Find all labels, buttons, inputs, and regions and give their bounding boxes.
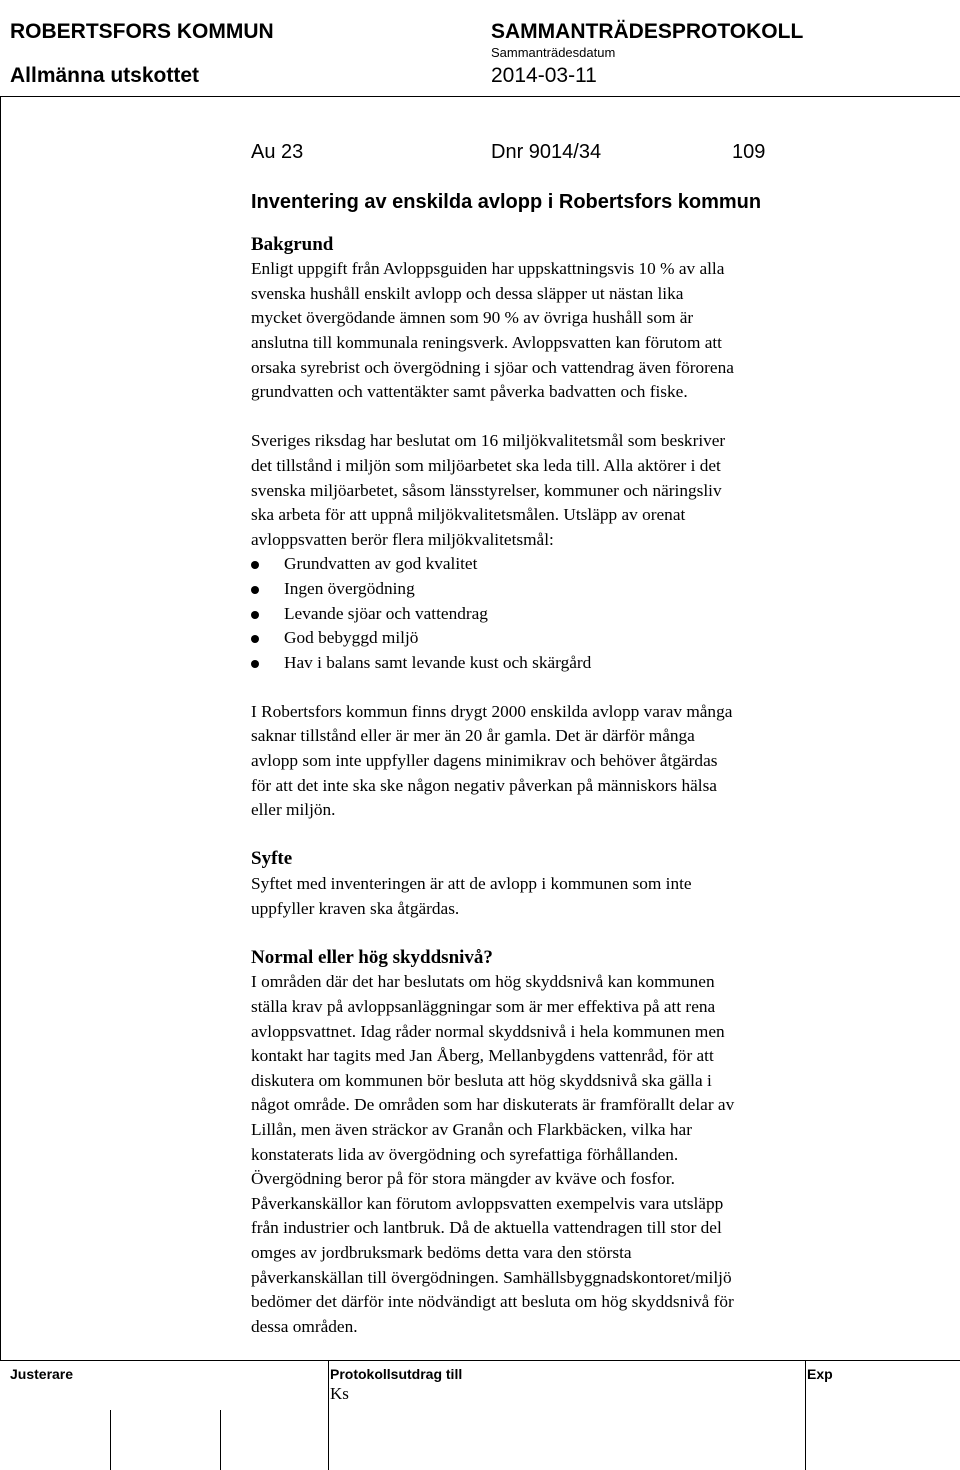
justerare-label: Justerare bbox=[10, 1366, 74, 1382]
text-line: Påverkanskällor kan förutom avloppsvatten exempelvis vara utsläpp bbox=[251, 1193, 724, 1213]
footer-divider bbox=[0, 1360, 960, 1361]
text-line: saknar tillstånd eller är mer än 20 år gamla. Det är därför många bbox=[251, 726, 695, 746]
text-line: ställa krav på avloppsanläggningar som är mer effektiva på att rena bbox=[251, 997, 716, 1016]
case-line bbox=[251, 140, 871, 168]
paragraph-bakgrund-1 bbox=[251, 257, 871, 405]
text-line: svenska miljöarbetet, såsom länsstyrelser, kommuner och näringsliv bbox=[251, 480, 722, 500]
paragraph-bakgrund-2 bbox=[251, 429, 871, 552]
text-line: från industrier och lantbruk. Då de aktuella vattendragen till stor del bbox=[251, 1218, 722, 1238]
text-line: mycket övergödande ämnen som 90 % av övriga hushåll som är bbox=[251, 308, 694, 328]
text-line: uppfyller kraven ska åtgärdas. bbox=[251, 898, 460, 918]
list-item: Grundvatten av god kvalitet bbox=[251, 552, 871, 577]
au-number: Au 23 bbox=[251, 141, 304, 163]
text-line: Övergödning beror på för stora mängder av kväve och fosfor. bbox=[251, 1169, 675, 1189]
text-line: kontakt har tagits med Jan Åberg, Mellanbygdens vattenråd, för att bbox=[251, 1046, 714, 1066]
text-line: I Robertsfors kommun finns drygt 2000 enskilda avlopp varav många bbox=[251, 701, 733, 721]
text-line: Lillån, men även sträckor av Granån och Flarkbäcken, vilka har bbox=[251, 1119, 692, 1139]
document-body bbox=[251, 140, 871, 1339]
case-title: Inventering av enskilda avlopp i Robertsfors kommun bbox=[251, 191, 762, 213]
text-line: påverkanskällan till övergödningen. Samhällsbyggnadskontoret/miljö bbox=[251, 1267, 732, 1287]
bullet-icon bbox=[251, 611, 259, 619]
paragraph-syfte bbox=[251, 872, 871, 921]
bullet-icon bbox=[251, 561, 259, 569]
doc-type: SAMMANTRÄDESPROTOKOLL bbox=[491, 20, 804, 43]
footer-column-divider bbox=[328, 1360, 329, 1470]
paragraph-bakgrund-3 bbox=[251, 700, 871, 823]
text-line: svenska hushåll enskilt avlopp och dessa släpper ut nästan lika bbox=[251, 283, 684, 303]
signature-box-divider bbox=[220, 1410, 221, 1470]
text-line: det tillstånd i miljön som miljöarbetet ska leda till. Alla aktörer i det bbox=[251, 455, 721, 475]
text-line: avloppsvattnet. Idag råder normal skyddsnivå i hela kommunen men bbox=[251, 1021, 725, 1041]
environmental-goals-list bbox=[251, 552, 871, 675]
text-line: anslutna till kommunala reningsverk. Avloppsvatten kan förutom att bbox=[251, 332, 722, 352]
text-line: Sveriges riksdag har beslutat om 16 miljökvalitetsmål som beskriver bbox=[251, 431, 726, 451]
text-line: grundvatten och vattentäkter samt påverka badvatten och fiske. bbox=[251, 382, 688, 402]
exp-label: Exp bbox=[807, 1366, 833, 1382]
header-divider bbox=[0, 96, 960, 97]
text-line: eller miljön. bbox=[251, 800, 336, 820]
bullet-icon bbox=[251, 586, 259, 594]
dnr-number: Dnr 9014/34 bbox=[491, 141, 602, 163]
text-line: Enligt uppgift från Avloppsguiden har uppskattningsvis 10 % av alla bbox=[251, 259, 725, 279]
paragraph-number: 109 bbox=[732, 141, 766, 163]
text-line: dessa områden. bbox=[251, 1316, 358, 1336]
text-line: Syftet med inventeringen är att de avlopp i kommunen som inte bbox=[251, 874, 692, 894]
list-item: God bebyggd miljö bbox=[251, 626, 871, 651]
org-name: ROBERTSFORS KOMMUN bbox=[10, 20, 274, 43]
bullet-icon bbox=[251, 635, 259, 643]
text-line: konstaterats lida av övergödning och syrefattiga förhållanden. bbox=[251, 1144, 679, 1164]
heading-bakgrund: Bakgrund bbox=[251, 233, 334, 255]
text-line: avlopp som inte uppfyller dagens minimikrav och behöver åtgärdas bbox=[251, 751, 718, 771]
text-line: omges av jordbruksmark bedöms detta vara den största bbox=[251, 1242, 632, 1262]
text-line: I områden där det har beslutats om hög skyddsnivå kan kommunen bbox=[251, 972, 715, 992]
utdrag-label: Protokollsutdrag till bbox=[330, 1366, 463, 1382]
footer-column-divider bbox=[805, 1360, 806, 1470]
signature-box-divider bbox=[110, 1410, 111, 1470]
list-item: Levande sjöar och vattendrag bbox=[251, 602, 871, 627]
bullet-icon bbox=[251, 660, 259, 668]
text-line: orsaka syrebrist och övergödning i sjöar och vattendrag även förorena bbox=[251, 357, 734, 377]
list-item: Hav i balans samt levande kust och skärgård bbox=[251, 651, 871, 676]
text-line: bedömer det därför inte nödvändigt att besluta om hög skyddsnivå för bbox=[251, 1292, 734, 1312]
heading-syfte: Syfte bbox=[251, 848, 293, 870]
left-margin-line bbox=[0, 96, 1, 1360]
text-line: för att det inte ska ske någon negativ påverkan på människors hälsa bbox=[251, 775, 717, 795]
list-item: Ingen övergödning bbox=[251, 577, 871, 602]
heading-skyddsniva: Normal eller hög skyddsnivå? bbox=[251, 946, 493, 968]
meeting-date: 2014-03-11 bbox=[491, 64, 597, 87]
text-line: något område. De områden som har diskuterats är framförallt delar av bbox=[251, 1095, 735, 1115]
text-line: ska arbeta för att uppnå miljökvalitetsmålen. Utsläpp av orenat bbox=[251, 505, 686, 525]
text-line: avloppsvatten berör flera miljökvalitetsmål: bbox=[251, 529, 554, 549]
text-line: diskutera om kommunen bör besluta att hög skyddsnivå ska gälla i bbox=[251, 1070, 712, 1090]
date-label: Sammanträdesdatum bbox=[491, 45, 616, 60]
paragraph-skyddsniva bbox=[251, 970, 871, 1339]
utdrag-value: Ks bbox=[330, 1384, 349, 1403]
committee-name: Allmänna utskottet bbox=[10, 64, 200, 87]
